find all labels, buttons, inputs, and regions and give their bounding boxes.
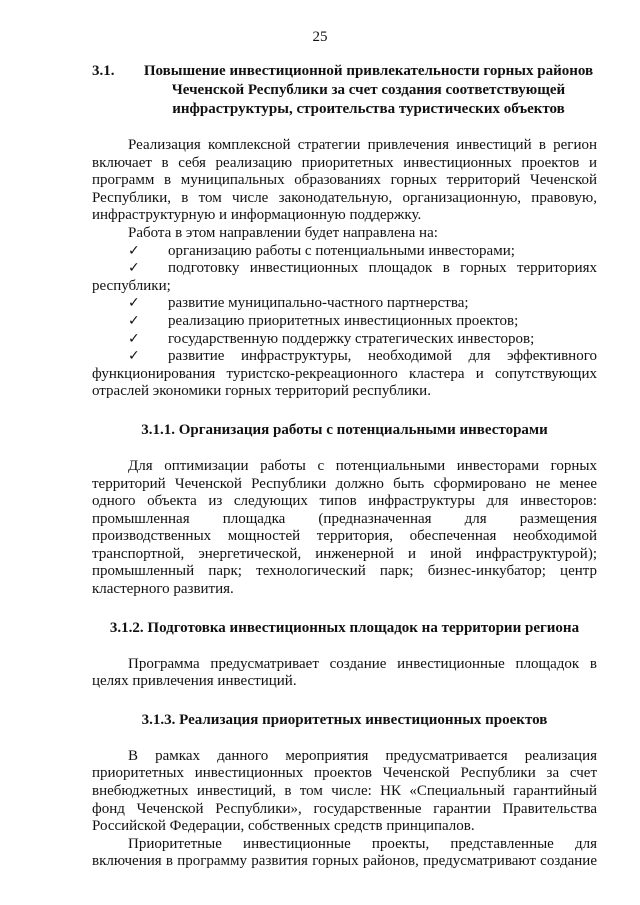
checkmark-icon: ✓ bbox=[128, 260, 140, 277]
list-item-text: развитие инфраструктуры, необходимой для эффективного функционирования туристско-рекреационного кластера и сопутствующих отраслей экономики горных территорий республики. bbox=[92, 348, 597, 400]
section-title: Повышение инвестиционной привлекательности горных районов Чеченской Республики за счет создания соответствующей инфраструктуры, строительства туристических объектов bbox=[143, 63, 594, 117]
section-number: 3.1. bbox=[92, 63, 115, 79]
section-heading-3-1-2: 3.1.2. Подготовка инвестиционных площадок на территории региона bbox=[109, 619, 580, 636]
paragraph-3-1-1: Для оптимизации работы с потенциальными инвесторами горных территорий Чеченской Республики должно быть сформировано не менее одного объекта из следующих типов инфраструктуры для инвесторов: промышленная площадка (предназначенная для размещения производственных мощностей территория, обеспеченная необходимой транспортной, энергетической, инженерной и иной инфраструктурой); промышленный парк; технологический парк; бизнес-инкубатор; центр кластерного развития. bbox=[92, 457, 597, 598]
list-item-text: реализацию приоритетных инвестиционных проектов; bbox=[168, 312, 519, 329]
paragraph-3-1-2: Программа предусматривает создание инвестиционные площадок в целях привлечения инвестиций. bbox=[92, 655, 597, 690]
checkmark-icon: ✓ bbox=[128, 348, 140, 365]
paragraph-3-1-3-a: В рамках данного мероприятия предусматривается реализация приоритетных инвестиционных проектов Чеченской Республики за счет внебюджетных инвестиций, в том числе: НК «Специальный гарантийный фонд Чеченской Республики», государственные гарантии Правительства Российской Федерации, собственных средств принципалов. bbox=[92, 747, 597, 835]
page-content bbox=[92, 62, 597, 871]
section-heading-3-1-3: 3.1.3. Реализация приоритетных инвестиционных проектов bbox=[141, 711, 548, 728]
checkmark-icon: ✓ bbox=[128, 242, 140, 259]
list-item-text: развитие муниципально-частного партнерства; bbox=[168, 295, 469, 312]
list-item-text: государственную поддержку стратегических инвесторов; bbox=[168, 330, 535, 347]
list-item bbox=[92, 295, 597, 313]
page-number: 25 bbox=[312, 29, 328, 45]
intro-paragraph: Реализация комплексной стратегии привлечения инвестиций в регион включает в себя реализацию приоритетных инвестиционных проектов и программ в муниципальных образованиях горных территорий Чеченской Республики, в том числе законодательную, организационную, правовую, инфраструктурную и информационную поддержку. bbox=[92, 137, 597, 224]
list-item bbox=[92, 243, 597, 261]
checkmark-icon: ✓ bbox=[128, 312, 140, 329]
checkmark-icon: ✓ bbox=[128, 330, 140, 347]
section-heading-3-1-1: 3.1.1. Организация работы с потенциальными инвесторами bbox=[141, 421, 548, 438]
list-item bbox=[92, 331, 597, 349]
section-heading-3-1 bbox=[92, 62, 597, 119]
lead-paragraph: Работа в этом направлении будет направлена на: bbox=[128, 224, 438, 241]
list-item-text: подготовку инвестиционных площадок в горных территориях республики; bbox=[92, 260, 597, 294]
list-item bbox=[92, 313, 597, 331]
list-item bbox=[92, 348, 597, 401]
paragraph-3-1-3-b: Приоритетные инвестиционные проекты, представленные для включения в программу развития горных районов, предусматривают создание bbox=[92, 835, 597, 870]
list-item bbox=[92, 260, 597, 295]
list-item-text: организацию работы с потенциальными инвесторами; bbox=[168, 242, 515, 259]
checkmark-icon: ✓ bbox=[128, 295, 140, 312]
